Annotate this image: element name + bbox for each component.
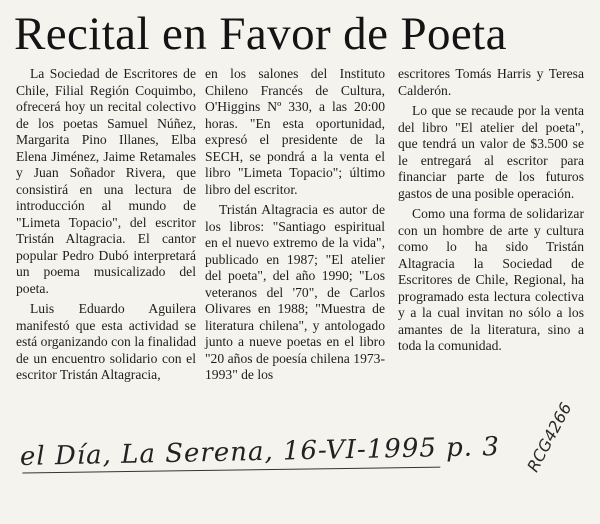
article-column-2 [205,66,385,384]
paragraph: en los salones del Instituto Chileno Francés de Cultura, O'Higgins Nº 330, a las 20:00 horas. "En esta oportunidad, expresó el presidente de la SECH, se pondrá a la venta el libro "Limeta Topacio"; último libro del escritor. [205,66,385,197]
handwritten-archive-code: RCG4266 [523,399,576,475]
paragraph: escritores Tomás Harris y Teresa Calderón. [398,66,584,98]
paragraph: La Sociedad de Escritores de Chile, Filial Región Coquimbo, ofrecerá hoy un recital colectivo de los poetas Samuel Núñez, Margarita Pino Illanes, Elba Elena Jiménez, Jaime Retamales y Juan Soñador Rivera, que consistirá en una lectura de introducción al mundo de "Limeta Topacio", del escritor Tristán Altagracia. El cantor popular Pedro Dubó interpretará un poema musicalizado del poeta. [16,66,196,296]
paragraph: Lo que se recaude por la venta del libro "El atelier del poeta", que tendrá un valor de $3.500 se le entregará al escritor para financiar parte de los futuros gastos de una posible operación. [398,103,584,201]
paragraph: Luis Eduardo Aguilera manifestó que esta actividad se está organizando con la finalidad de un encuentro solidario con el escritor Tristán Altagracia, [16,301,196,382]
handwritten-source-note: el Día, La Serena, 16-VI-1995 p. 3 [19,431,501,472]
paragraph: Tristán Altagracia es autor de los libros: "Santiago espiritual en el nuevo extremo de la vida", publicado en 1987; "El atelier del poeta", del año 1990; "Los veteranos del '70", de Carlos Olivares en 1988; "Muestra de literatura chilena", y antologado junto a nueve poetas en el libro "20 años de poesía chilena 1973-1993" de los [205,202,385,382]
paragraph: Como una forma de solidarizar con un hombre de arte y cultura como lo ha sido Tristán Altagracia la Sociedad de Escritores de Chile, Regional, ha programado esta lectura colectiva y a la cual invitan no sólo a los amantes de la literatura, sino a toda la comunidad. [398,206,584,353]
article-column-3 [398,66,584,355]
article-column-1 [16,66,196,384]
article-headline: Recital en Favor de Poeta [14,8,507,60]
